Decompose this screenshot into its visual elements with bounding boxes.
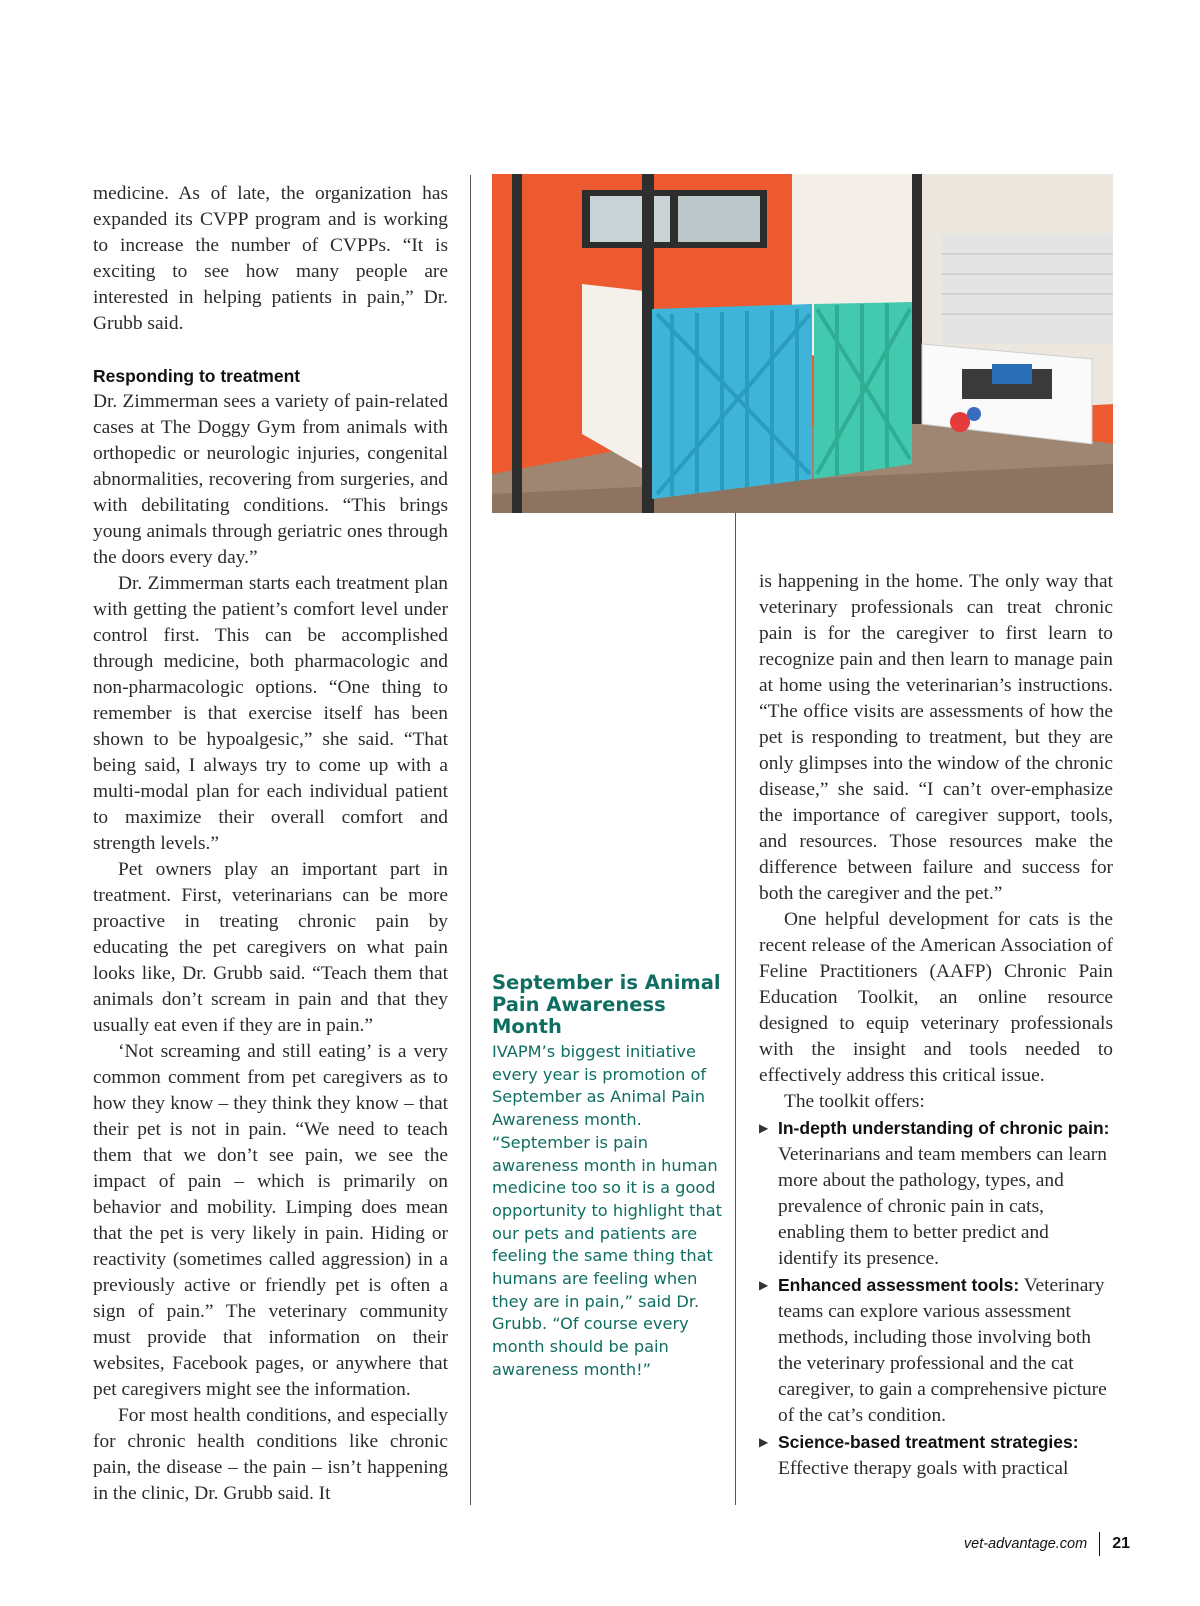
sidebar-callout: [492, 972, 724, 1382]
toolkit-list: [759, 1115, 1113, 1482]
list-item-text: Effective therapy goals with practical: [778, 1458, 1069, 1479]
paragraph: ‘Not screaming and still eating’ is a very common comment from pet caregivers as to how they know – they think they know – that their pet is not in pain. “We need to teach them that we don’t see pain, we see the impact of pain – which is primarily on behavior and mobility. Limping does mean that the pet is very likely in pain. Hiding or reactivity (sometimes called aggression) in a previously active or friendly pet is often a sign of pain.” The veterinary community must provide that information on their websites, Facebook pages, or anywhere that pet caregivers might see the information.: [93, 1041, 448, 1400]
right-column: [759, 569, 1113, 1482]
paragraph: The toolkit offers:: [784, 1091, 925, 1112]
list-item-heading: Enhanced assessment tools:: [778, 1275, 1020, 1295]
paragraph: Dr. Zimmerman starts each treatment plan with getting the patient’s comfort level under control first. This can be accomplished through medicine, both pharmacologic and non-pharmacologic options. “One thing to remember is that exercise itself has been shown to be hypoalgesic,” she said. “That being said, I always try to come up with a multi-modal plan for each individual patient to maximize their overall comfort and strength levels.”: [93, 573, 448, 854]
website-url[interactable]: vet-advantage.com: [963, 1536, 1088, 1552]
sidebar-title: September is Animal Pain Awareness Month: [492, 971, 721, 1038]
left-column: [93, 181, 448, 1507]
list-item: [759, 1272, 1113, 1429]
list-item: [759, 1115, 1113, 1272]
triangle-right-icon: ▶: [759, 1435, 769, 1449]
list-item-heading: Science-based treatment strategies:: [778, 1432, 1079, 1452]
list-item-heading: In-depth understanding of chronic pain:: [778, 1118, 1110, 1138]
triangle-right-icon: ▶: [759, 1121, 769, 1135]
paragraph: For most health conditions, and especially for chronic health conditions like chronic pain, the disease – the pain – isn’t happening in the clinic, Dr. Grubb said. It: [93, 1405, 448, 1504]
facility-photo: [492, 174, 1113, 513]
list-item: [759, 1429, 1113, 1482]
paragraph: Pet owners play an important part in treatment. First, veterinarians can be more proactive in treating chronic pain by educating the pet caregivers on what pain looks like, Dr. Grubb said. “Teach them that animals don’t scream in pain and that they usually eat even if they are in pain.”: [93, 859, 448, 1036]
paragraph: One helpful development for cats is the recent release of the American Association of Feline Practitioners (AAFP) Chronic Pain Education Toolkit, an online resource designed to equip veterinary professionals with the insight and tools needed to effectively address this critical issue.: [759, 909, 1113, 1086]
list-item-text: Veterinary teams can explore various assessment methods, including those involving both the veterinary professional and the cat caregiver, to gain a comprehensive picture of the cat’s condition.: [778, 1275, 1107, 1426]
page-footer: [964, 1532, 1130, 1556]
list-item-text: Veterinarians and team members can learn more about the pathology, types, and prevalence of chronic pain in cats, enabling them to better predict and identify its presence.: [778, 1144, 1107, 1269]
section-heading: Responding to treatment: [93, 366, 301, 386]
paragraph: is happening in the home. The only way that veterinary professionals can treat chronic pain is for the caregiver to first learn to recognize pain and then learn to manage pain at home using the veterinarian’s instructions. “The office visits are assessments of how the pet is responding to treatment, but they are only glimpses into the window of the chronic disease,” she said. “I can’t over-emphasize the importance of caregiver support, tools, and resources. Those resources make the difference between failure and success for both the caregiver and the pet.”: [759, 571, 1113, 904]
sidebar-body: IVAPM’s biggest initiative every year is promotion of September as Animal Pain Awareness month. “September is pain awareness month in human medicine too so it is a good opportunity to highlight that our pets and patients are feeling the same thing that humans are feeling when they are in pain,” said Dr. Grubb. “Of course every month should be pain awareness month!”: [492, 1042, 723, 1379]
column-divider: [470, 175, 471, 1505]
paragraph: medicine. As of late, the organization has expanded its CVPP program and is working to increase the number of CVPPs. “It is exciting to see how many people are interested in helping patients in pain,” Dr. Grubb said.: [93, 183, 448, 334]
footer-divider: [1099, 1532, 1100, 1556]
paragraph: Dr. Zimmerman sees a variety of pain-related cases at The Doggy Gym from animals with orthopedic or neurologic injuries, congenital abnormalities, recovering from surgeries, and with debilitating conditions. “This brings young animals through geriatric ones through the doors every day.”: [93, 391, 448, 568]
triangle-right-icon: ▶: [759, 1278, 769, 1292]
page-number: 21: [1112, 1535, 1130, 1552]
column-divider: [735, 512, 736, 1505]
